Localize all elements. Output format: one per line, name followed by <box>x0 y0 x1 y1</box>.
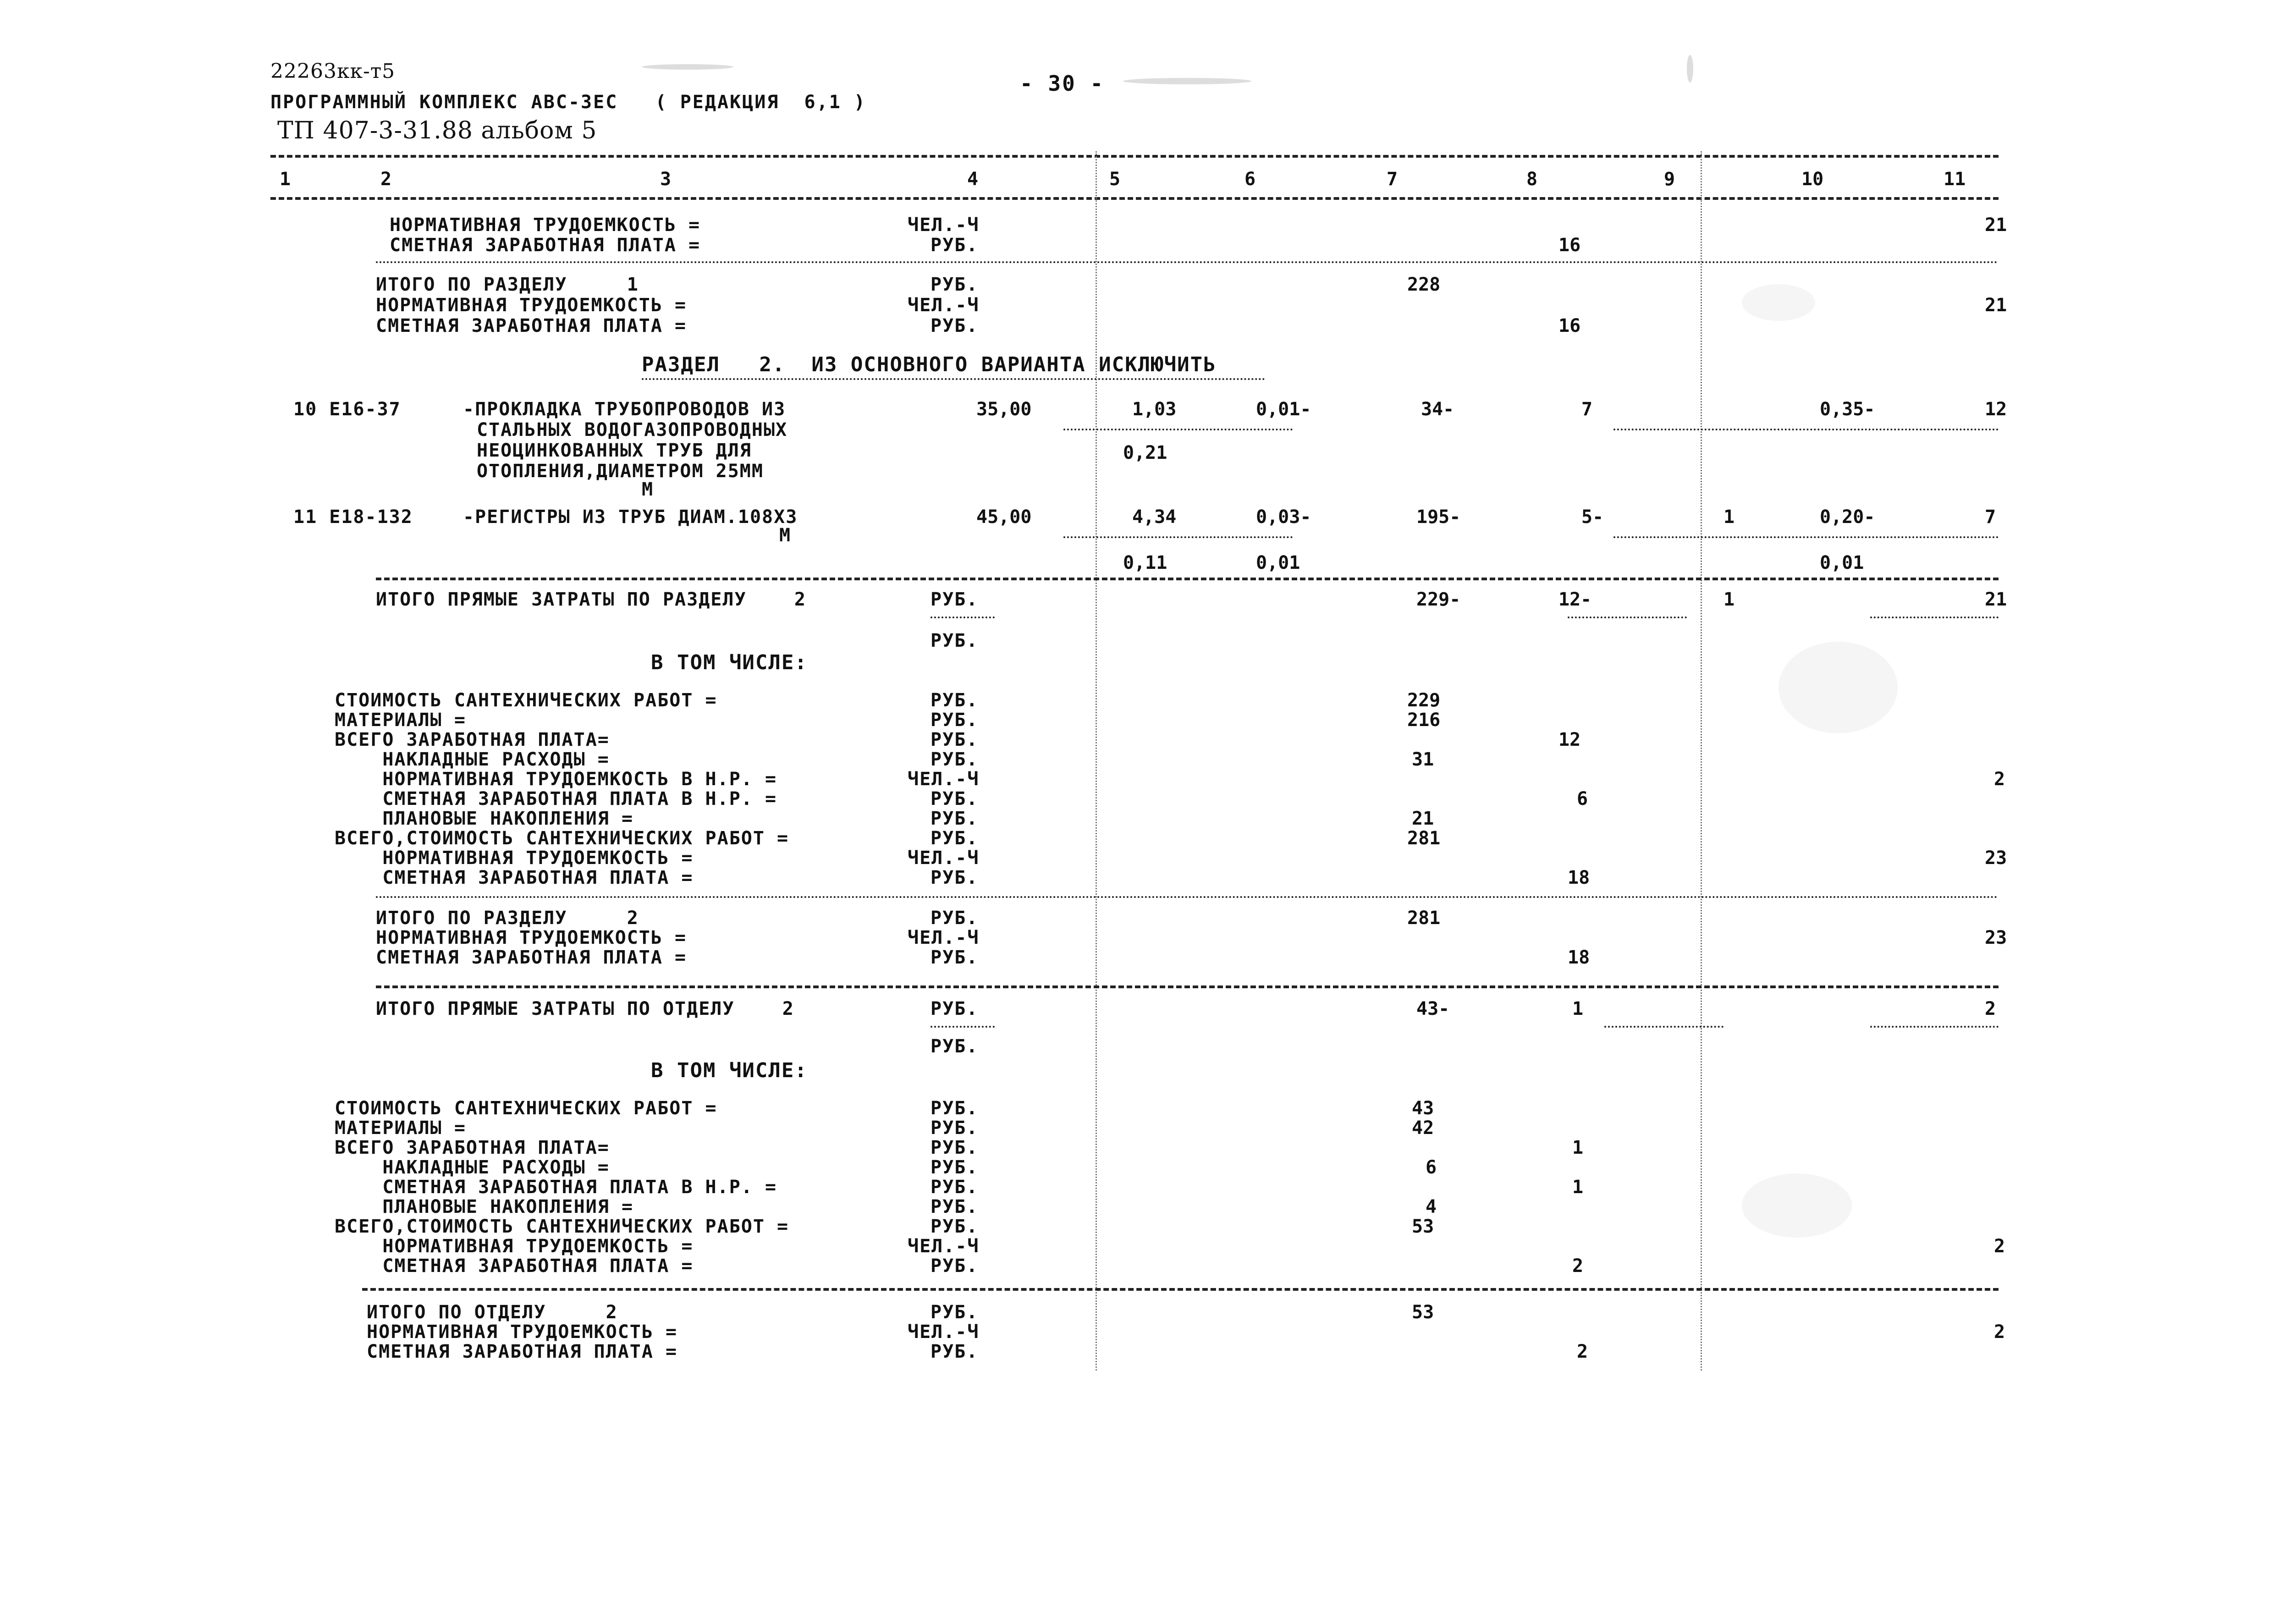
breakdown-label: НАКЛАДНЫЕ РАСХОДЫ = <box>335 1157 610 1178</box>
col-num-1: 1 <box>280 169 291 190</box>
breakdown-val: 6 <box>1577 788 1588 809</box>
item-number: 11 Е18-132 <box>293 506 413 528</box>
breakdown-label: НАКЛАДНЫЕ РАСХОДЫ = <box>335 749 610 770</box>
breakdown-unit: РУБ. <box>931 1137 979 1158</box>
breakdown-label: СМЕТНАЯ ЗАРАБОТНАЯ ПЛАТА = <box>335 867 694 888</box>
breakdown-unit: РУБ. <box>931 788 979 809</box>
dept-total-val: 2 <box>1994 1321 2005 1343</box>
col-num-5: 5 <box>1109 169 1121 190</box>
breakdown-val: 229 <box>1407 690 1441 711</box>
breakdown-unit: РУБ. <box>931 828 979 849</box>
breakdown-val: 42 <box>1412 1118 1434 1139</box>
breakdown-unit: ЧЕЛ.-Ч <box>908 848 980 869</box>
item-total: 34- <box>1421 399 1454 420</box>
item-col6-b: 0,01 <box>1256 552 1300 573</box>
breakdown-val: 21 <box>1412 808 1434 829</box>
col-num-10: 10 <box>1801 169 1824 190</box>
breakdown-label: ПЛАНОВЫЕ НАКОПЛЕНИЯ = <box>335 808 634 829</box>
breakdown-unit: РУБ. <box>931 690 979 711</box>
item-qty: 45,00 <box>976 506 1032 528</box>
breakdown-unit: РУБ. <box>931 867 979 888</box>
col-num-3: 3 <box>660 169 672 190</box>
breakdown-val: 12 <box>1558 729 1581 750</box>
breakdown-unit: РУБ. <box>931 749 979 770</box>
direct-costs-dept-unit: РУБ. <box>931 998 979 1019</box>
breakdown-val: 31 <box>1412 749 1434 770</box>
item-col10-b: 0,01 <box>1820 552 1864 573</box>
dept-total-val: 2 <box>1577 1341 1588 1362</box>
row-unit: РУБ. <box>931 235 979 256</box>
program-line: ПРОГРАММНЫЙ КОМПЛЕКС АВС-ЗЕС ( РЕДАКЦИЯ 6,1 ) <box>270 92 866 113</box>
row-unit: РУБ. <box>931 274 979 295</box>
section-total-label: СМЕТНАЯ ЗАРАБОТНАЯ ПЛАТА = <box>376 947 687 968</box>
direct-costs-dept-c8: 1 <box>1572 998 1584 1019</box>
breakdown-label: ПЛАНОВЫЕ НАКОПЛЕНИЯ = <box>335 1196 634 1217</box>
breakdown-unit: РУБ. <box>931 1177 979 1198</box>
row-unit: ЧЕЛ.-Ч <box>908 295 980 316</box>
direct-costs-section-unit: РУБ. <box>931 589 979 610</box>
breakdown-label: МАТЕРИАЛЫ = <box>335 1118 466 1139</box>
section-total-unit: РУБ. <box>931 908 979 929</box>
breakdown-val: 2 <box>1572 1255 1584 1277</box>
section-total-val: 281 <box>1407 908 1441 929</box>
section-total-unit: РУБ. <box>931 947 979 968</box>
breakdown-unit: РУБ. <box>931 1216 979 1237</box>
item-unit: М <box>779 525 792 546</box>
col-num-6: 6 <box>1244 169 1256 190</box>
breakdown-val: 2 <box>1994 1236 2005 1257</box>
col-num-8: 8 <box>1526 169 1538 190</box>
breakdown-unit: ЧЕЛ.-Ч <box>908 1236 980 1257</box>
header-bottom-rule <box>270 197 1999 200</box>
section-total-val: 23 <box>1985 927 2007 948</box>
breakdown-val: 4 <box>1426 1196 1437 1217</box>
section-total-unit: ЧЕЛ.-Ч <box>908 927 980 948</box>
direct-costs-section-c9: 1 <box>1723 589 1735 610</box>
item-col6: 0,03- <box>1256 506 1311 528</box>
breakdown-val: 2 <box>1994 769 2005 790</box>
item-price: 4,34 <box>1132 506 1177 528</box>
breakdown-unit: РУБ. <box>931 1157 979 1178</box>
breakdown-val: 281 <box>1407 828 1441 849</box>
breakdown-val: 18 <box>1568 867 1590 888</box>
breakdown-label: СМЕТНАЯ ЗАРАБОТНАЯ ПЛАТА В Н.Р. = <box>335 788 777 809</box>
item-desc-line: НЕОЦИНКОВАННЫХ ТРУБ ДЛЯ <box>477 440 752 461</box>
col-num-9: 9 <box>1664 169 1675 190</box>
breakdown-unit: РУБ. <box>931 710 979 731</box>
album-line: ТП 407-3-31.88 альбом 5 <box>277 117 597 144</box>
dept-total-val: 53 <box>1412 1302 1434 1323</box>
direct-costs-dept-c11: 2 <box>1985 998 1996 1019</box>
item-col6: 0,01- <box>1256 399 1311 420</box>
item-price-wage: 0,21 <box>1123 442 1167 463</box>
breakdown-val: 6 <box>1426 1157 1437 1178</box>
incl-heading: В ТОМ ЧИСЛЕ: <box>651 1059 808 1082</box>
dept-total-unit: ЧЕЛ.-Ч <box>908 1321 980 1343</box>
breakdown-unit: РУБ. <box>931 808 979 829</box>
section-total-label: ИТОГО ПО РАЗДЕЛУ 2 <box>376 908 639 929</box>
item-col10: 0,20- <box>1820 506 1875 528</box>
breakdown-val: 23 <box>1985 848 2007 869</box>
breakdown-unit: РУБ. <box>931 729 979 750</box>
breakdown-unit: РУБ. <box>931 1098 979 1119</box>
section-title: РАЗДЕЛ 2. ИЗ ОСНОВНОГО ВАРИАНТА ИСКЛЮЧИТЬ <box>642 353 1217 376</box>
breakdown-label: НОРМАТИВНАЯ ТРУДОЕМКОСТЬ = <box>335 1236 694 1257</box>
row-unit: РУБ. <box>931 315 979 336</box>
breakdown-label: НОРМАТИВНАЯ ТРУДОЕМКОСТЬ В Н.Р. = <box>335 769 777 790</box>
direct-costs-section-unit2: РУБ. <box>931 630 979 651</box>
col-num-11: 11 <box>1944 169 1966 190</box>
row-val: 16 <box>1558 235 1581 256</box>
item-col9: 1 <box>1723 506 1735 528</box>
direct-costs-dept-label: ИТОГО ПРЯМЫЕ ЗАТРАТЫ ПО ОТДЕЛУ 2 <box>376 998 794 1019</box>
row-val: 21 <box>1985 215 2007 236</box>
item-desc-line: ОТОПЛЕНИЯ,ДИАМЕТРОМ 25ММ <box>477 461 764 482</box>
row-label: СМЕТНАЯ ЗАРАБОТНАЯ ПЛАТА = <box>390 235 701 256</box>
direct-costs-dept-unit2: РУБ. <box>931 1036 979 1057</box>
item-wage: 5- <box>1581 506 1604 528</box>
row-label: НОРМАТИВНАЯ ТРУДОЕМКОСТЬ = <box>390 215 701 236</box>
direct-costs-section-c11: 21 <box>1985 589 2007 610</box>
breakdown-unit: ЧЕЛ.-Ч <box>908 769 980 790</box>
item-price: 1,03 <box>1132 399 1177 420</box>
breakdown-val: 216 <box>1407 710 1441 731</box>
direct-costs-dept-c7: 43- <box>1416 998 1450 1019</box>
item-desc-line: -РЕГИСТРЫ ИЗ ТРУБ ДИАМ.108Х3 <box>463 506 798 528</box>
dept-total-label: СМЕТНАЯ ЗАРАБОТНАЯ ПЛАТА = <box>367 1341 678 1362</box>
col-num-7: 7 <box>1387 169 1398 190</box>
row-val: 21 <box>1985 295 2007 316</box>
col-num-4: 4 <box>967 169 979 190</box>
row-label: СМЕТНАЯ ЗАРАБОТНАЯ ПЛАТА = <box>376 315 687 336</box>
row-val: 16 <box>1558 315 1581 336</box>
row-label: НОРМАТИВНАЯ ТРУДОЕМКОСТЬ = <box>376 295 687 316</box>
dept-total-label: ИТОГО ПО ОТДЕЛУ 2 <box>367 1302 618 1323</box>
breakdown-label: ВСЕГО ЗАРАБОТНАЯ ПЛАТА= <box>335 1137 610 1158</box>
breakdown-label: ВСЕГО,СТОИМОСТЬ САНТЕХНИЧЕСКИХ РАБОТ = <box>335 828 789 849</box>
incl-heading: В ТОМ ЧИСЛЕ: <box>651 651 808 674</box>
item-col11: 7 <box>1985 506 1996 528</box>
breakdown-label: ВСЕГО ЗАРАБОТНАЯ ПЛАТА= <box>335 729 610 750</box>
section-total-val: 18 <box>1568 947 1590 968</box>
col-num-2: 2 <box>380 169 392 190</box>
doc-code: 22263кк-т5 <box>270 60 396 83</box>
item-desc-line: СТАЛЬНЫХ ВОДОГАЗОПРОВОДНЫХ <box>477 419 788 440</box>
row-unit: ЧЕЛ.-Ч <box>908 215 980 236</box>
breakdown-label: ВСЕГО,СТОИМОСТЬ САНТЕХНИЧЕСКИХ РАБОТ = <box>335 1216 789 1237</box>
item-number: 10 Е16-37 <box>293 399 401 420</box>
breakdown-val: 53 <box>1412 1216 1434 1237</box>
breakdown-unit: РУБ. <box>931 1118 979 1139</box>
item-col11: 12 <box>1985 399 2007 420</box>
item-unit: М <box>642 479 654 500</box>
item-price-wage: 0,11 <box>1123 552 1167 573</box>
direct-costs-section-c7: 229- <box>1416 589 1461 610</box>
row-label: ИТОГО ПО РАЗДЕЛУ 1 <box>376 274 639 295</box>
breakdown-unit: РУБ. <box>931 1196 979 1217</box>
breakdown-val: 43 <box>1412 1098 1434 1119</box>
section-total-label: НОРМАТИВНАЯ ТРУДОЕМКОСТЬ = <box>376 927 687 948</box>
direct-costs-section-label: ИТОГО ПРЯМЫЕ ЗАТРАТЫ ПО РАЗДЕЛУ 2 <box>376 589 806 610</box>
dept-total-label: НОРМАТИВНАЯ ТРУДОЕМКОСТЬ = <box>367 1321 678 1343</box>
breakdown-label: СТОИМОСТЬ САНТЕХНИЧЕСКИХ РАБОТ = <box>335 690 717 711</box>
breakdown-unit: РУБ. <box>931 1255 979 1277</box>
item-col10: 0,35- <box>1820 399 1875 420</box>
item-total: 195- <box>1416 506 1461 528</box>
page-number: - 30 - <box>1020 71 1105 96</box>
dept-total-unit: РУБ. <box>931 1302 979 1323</box>
breakdown-val: 1 <box>1572 1137 1584 1158</box>
direct-costs-section-c8: 12- <box>1558 589 1592 610</box>
breakdown-val: 1 <box>1572 1177 1584 1198</box>
breakdown-label: СМЕТНАЯ ЗАРАБОТНАЯ ПЛАТА = <box>335 1255 694 1277</box>
row-val: 228 <box>1407 274 1441 295</box>
breakdown-label: СМЕТНАЯ ЗАРАБОТНАЯ ПЛАТА В Н.Р. = <box>335 1177 777 1198</box>
dept-total-unit: РУБ. <box>931 1341 979 1362</box>
breakdown-label: МАТЕРИАЛЫ = <box>335 710 466 731</box>
item-desc-line: -ПРОКЛАДКА ТРУБОПРОВОДОВ ИЗ <box>463 399 786 420</box>
breakdown-label: НОРМАТИВНАЯ ТРУДОЕМКОСТЬ = <box>335 848 694 869</box>
breakdown-label: СТОИМОСТЬ САНТЕХНИЧЕСКИХ РАБОТ = <box>335 1098 717 1119</box>
item-qty: 35,00 <box>976 399 1032 420</box>
header-top-rule <box>270 155 1999 158</box>
item-wage: 7 <box>1581 399 1593 420</box>
